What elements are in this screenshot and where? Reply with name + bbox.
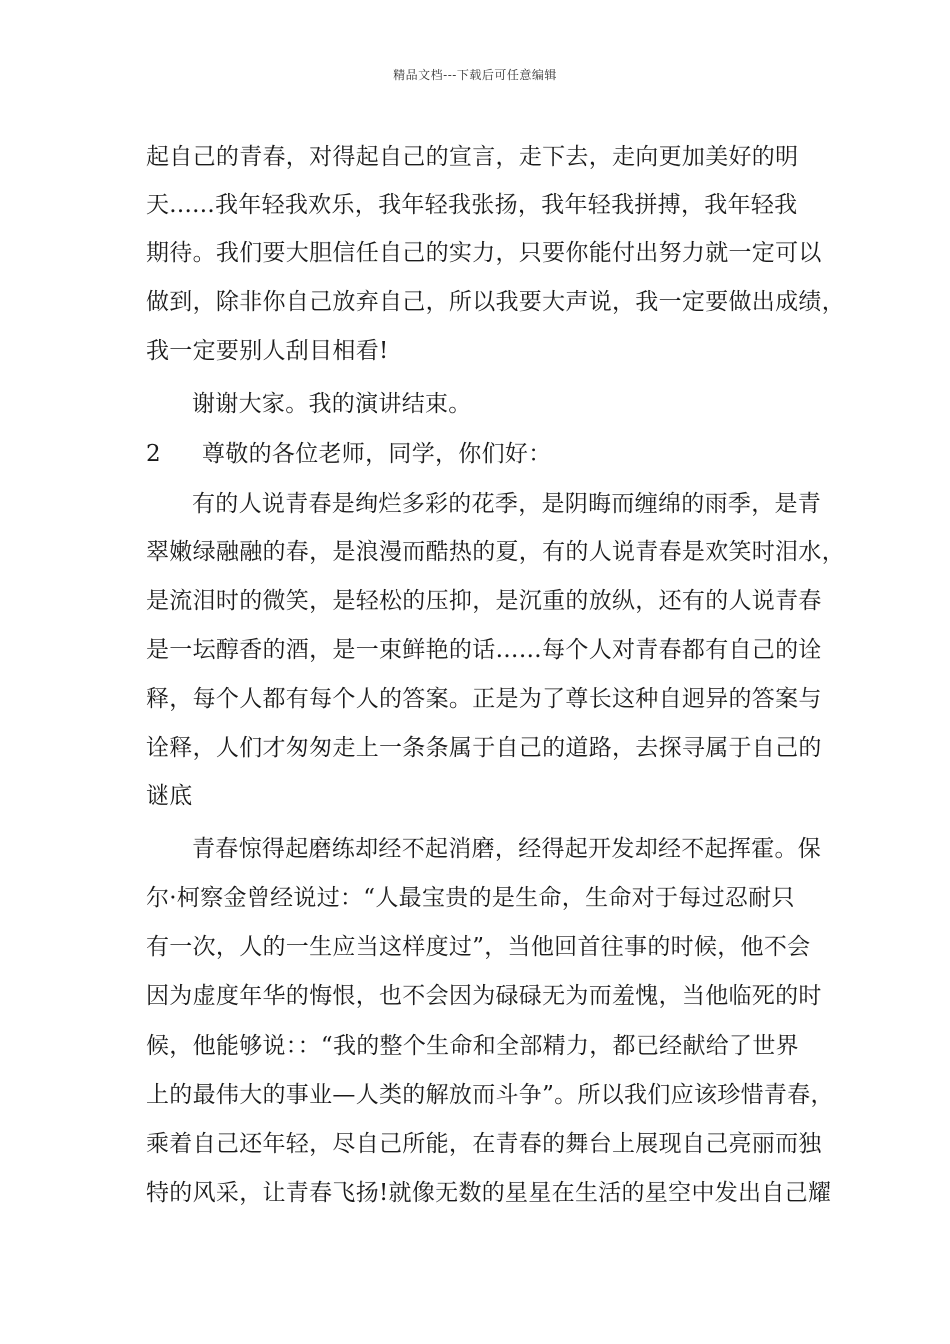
- text-line: 特的风采，让青春飞扬!就像无数的星星在生活的星空中发出自己耀: [146, 1180, 832, 1206]
- text-line: 诠释，人们才匆匆走上一条条属于自己的道路，去探寻属于自己的: [146, 735, 822, 761]
- text-line: 有的人说青春是绚烂多彩的花季，是阴晦而缠绵的雨季，是青: [192, 491, 822, 517]
- text-line: 尔·柯察金曾经说过：“人最宝贵的是生命，生命对于每过忍耐只: [146, 885, 795, 911]
- text-line: 释，每个人都有每个人的答案。正是为了尊长这种自迥异的答案与: [146, 686, 822, 712]
- text-line: 青春惊得起磨练却经不起消磨，经得起开发却经不起挥霍。保: [192, 836, 822, 862]
- text-line: 上的最伟大的事业—人类的解放而斗争”。所以我们应该珍惜青春，: [146, 1082, 834, 1108]
- text-line: 期待。我们要大胆信任自己的实力，只要你能付出努力就一定可以: [146, 240, 822, 266]
- text-line: 翠嫩绿融融的春，是浪漫而酷热的夏，有的人说青春是欢笑时泪水，: [146, 539, 845, 565]
- section-heading: [146, 435, 552, 468]
- text-line: 有一次，人的一生应当这样度过”，当他回首往事的时候，他不会: [146, 934, 811, 960]
- greeting-text: 尊敬的各位老师，同学，你们好：: [202, 441, 552, 467]
- section-number: 2: [146, 441, 161, 467]
- text-line: 乘着自己还年轻，尽自己所能，在青春的舞台上展现自己亮丽而独: [146, 1131, 822, 1157]
- page-header: 精品文档---下载后可任意编辑: [393, 68, 557, 82]
- text-line: 天......我年轻我欢乐，我年轻我张扬，我年轻我拼搏，我年轻我: [146, 192, 798, 218]
- text-line: 起自己的青春，对得起自己的宣言，走下去，走向更加美好的明: [146, 144, 799, 170]
- closing-line: 谢谢大家。我的演讲结束。: [192, 391, 472, 417]
- text-line: 因为虚度年华的悔恨，也不会因为碌碌无为而羞愧，当他临死的时: [146, 983, 822, 1009]
- text-line: 是流泪时的微笑，是轻松的压抑，是沉重的放纵，还有的人说青春: [146, 588, 822, 614]
- text-line: 谜底: [146, 783, 193, 809]
- text-line: 做到，除非你自己放弃自己，所以我要大声说，我一定要做出成绩，: [146, 289, 845, 315]
- text-line: 候，他能够说：：“我的整个生命和全部精力，都已经献给了世界: [146, 1033, 799, 1059]
- text-line: 是一坛醇香的酒，是一束鲜艳的话……每个人对青春都有自己的诠: [146, 637, 822, 663]
- text-line: 我一定要别人刮目相看!: [146, 338, 389, 364]
